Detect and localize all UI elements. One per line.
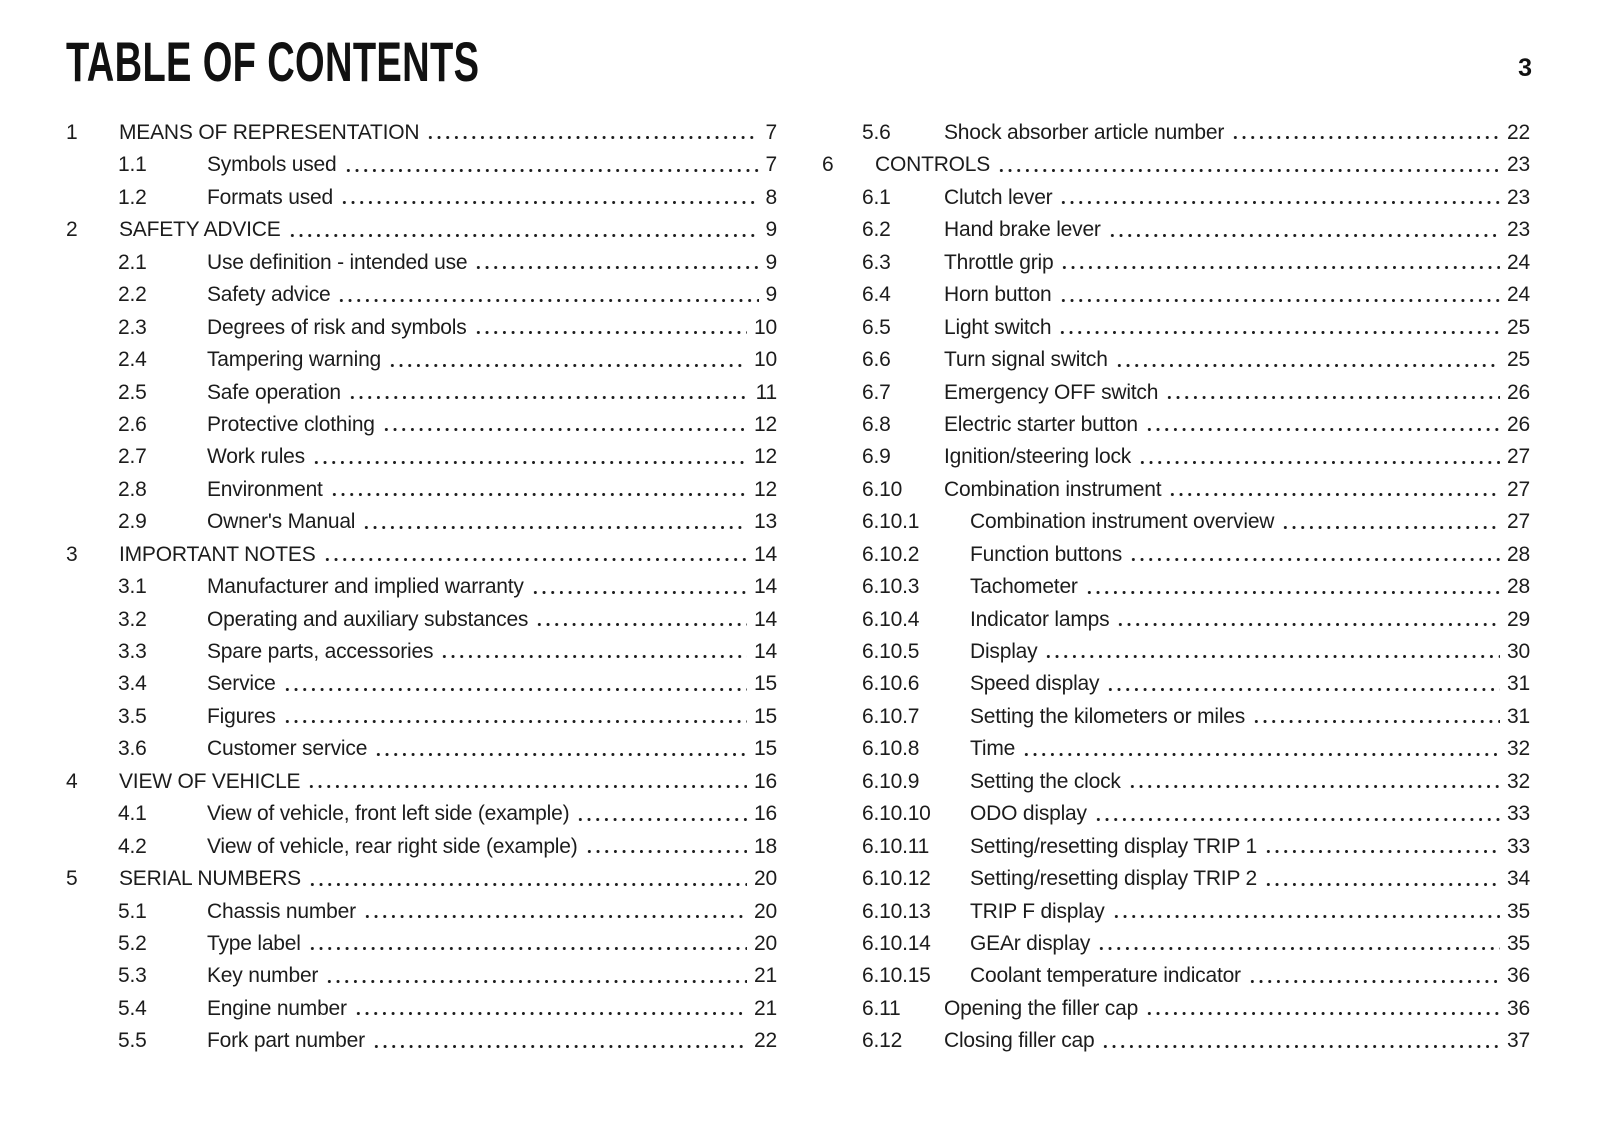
toc-entry-number: 3.2 (118, 607, 147, 631)
toc-dot-leader (1229, 117, 1500, 149)
toc-entry-page: 28 (1507, 575, 1530, 599)
toc-dot-leader (335, 279, 758, 311)
toc-entry-number: 6.10.6 (862, 672, 920, 696)
toc-entry-title: Spare parts, accessories (207, 640, 434, 663)
toc-entry-number: 2.5 (118, 380, 147, 404)
toc-dot-leader (1099, 1025, 1500, 1057)
toc-entry-title: ODO display (970, 802, 1087, 826)
toc-dot-leader (1110, 896, 1501, 928)
toc-entry-title: Chassis number (207, 899, 356, 923)
toc-entry-title: Turn signal switch (944, 348, 1108, 372)
toc-entry-page: 12 (754, 477, 777, 501)
toc-entry-page: 30 (1507, 640, 1530, 663)
toc-entry-page: 20 (754, 899, 777, 923)
toc-entry-page: 23 (1507, 218, 1530, 242)
toc-dot-leader (346, 377, 749, 409)
toc-entry (822, 668, 1530, 700)
toc-entry (822, 409, 1530, 441)
toc-entry-page: 28 (1507, 542, 1530, 566)
toc-dot-leader (583, 831, 747, 863)
toc-entry-page: 34 (1507, 867, 1530, 891)
toc-dot-leader (1126, 766, 1500, 798)
toc-dot-leader (1113, 344, 1500, 376)
toc-entry-page: 20 (754, 931, 777, 955)
toc-entry (66, 831, 777, 863)
toc-entry-title: Engine number (207, 996, 347, 1020)
toc-entry (822, 1025, 1530, 1057)
toc-entry (66, 279, 777, 311)
toc-entry (822, 344, 1530, 376)
toc-entry-number: 6.10.2 (862, 542, 920, 566)
toc-entry-number: 5 (66, 867, 78, 891)
toc-entry (822, 896, 1530, 928)
toc-dot-leader (1143, 409, 1500, 441)
toc-entry (822, 279, 1530, 311)
toc-entry-title: View of vehicle, rear right side (example) (207, 834, 578, 858)
toc-entry-title: Closing filler cap (944, 1029, 1095, 1053)
toc-dot-leader (1279, 506, 1500, 538)
toc-entry-title: Combination instrument (944, 477, 1162, 501)
toc-dot-leader (1095, 928, 1500, 960)
toc-entry-page: 22 (754, 1029, 777, 1053)
toc-entry-title: SAFETY ADVICE (119, 218, 281, 242)
toc-entry-number: 2.2 (118, 283, 147, 307)
toc-entry (66, 344, 777, 376)
toc-entry-number: 3 (66, 542, 78, 566)
toc-entry-page: 10 (754, 315, 777, 339)
toc-entry-title: Light switch (944, 315, 1052, 339)
toc-entry-number: 1 (66, 121, 78, 144)
toc-entry-page: 13 (754, 510, 777, 534)
toc-entry-page: 12 (754, 412, 777, 436)
toc-entry (822, 214, 1530, 246)
toc-entry-title: Operating and auxiliary substances (207, 607, 529, 631)
toc-entry-number: 6.10.9 (862, 769, 920, 793)
toc-dot-leader (529, 571, 747, 603)
toc-entry-page: 32 (1507, 769, 1530, 793)
toc-entry-page: 33 (1507, 802, 1530, 826)
toc-entry-page: 35 (1507, 899, 1530, 923)
toc-entry-number: 6 (822, 153, 834, 177)
toc-entry-title: Key number (207, 964, 319, 988)
toc-entry-page: 23 (1507, 153, 1530, 177)
toc-entry-number: 6.10.11 (862, 834, 930, 858)
toc-entry-page: 21 (754, 964, 777, 988)
toc-entry-page: 9 (765, 250, 777, 274)
toc-dot-leader (1246, 960, 1500, 992)
toc-entry-number: 6.10.4 (862, 607, 920, 631)
toc-entry (822, 701, 1530, 733)
toc-entry-number: 6.6 (862, 348, 891, 372)
toc-dot-leader (281, 668, 747, 700)
toc-entry-number: 2.8 (118, 477, 147, 501)
toc-entry (66, 149, 777, 181)
toc-entry (66, 506, 777, 538)
toc-entry (66, 636, 777, 668)
toc-entry-title: Tampering warning (207, 348, 382, 372)
toc-entry-page: 26 (1507, 380, 1530, 404)
toc-column-right (822, 117, 1530, 1058)
toc-entry-number: 6.2 (862, 218, 891, 242)
toc-entry (822, 539, 1530, 571)
toc-entry (822, 571, 1530, 603)
toc-entry-title: Setting the clock (970, 769, 1121, 793)
toc-entry-number: 1.2 (118, 185, 147, 209)
toc-entry-title: Symbols used (207, 153, 337, 177)
toc-entry (822, 149, 1530, 181)
toc-entry-number: 5.1 (118, 899, 147, 923)
toc-entry-page: 14 (754, 542, 777, 566)
toc-entry-page: 29 (1507, 607, 1530, 631)
toc-entry (822, 474, 1530, 506)
toc-entry (822, 182, 1530, 214)
toc-dot-leader (1114, 604, 1500, 636)
toc-entry-title: Horn button (944, 283, 1052, 307)
toc-entry-number: 6.10.12 (862, 867, 931, 891)
toc-entry (822, 766, 1530, 798)
toc-entry (66, 960, 777, 992)
toc-dot-leader (1042, 636, 1500, 668)
toc-entry-title: Figures (207, 704, 276, 728)
toc-entry-number: 2.3 (118, 315, 147, 339)
toc-entry-number: 6.10.7 (862, 704, 920, 728)
toc-entry-page: 9 (765, 283, 777, 307)
toc-dot-leader (1020, 733, 1500, 765)
toc-dot-leader (361, 896, 747, 928)
toc-dot-leader (1104, 668, 1500, 700)
toc-entry-title: Type label (207, 931, 301, 955)
toc-entry-page: 8 (765, 185, 777, 209)
toc-entry-page: 22 (1507, 121, 1530, 144)
toc-entry (822, 312, 1530, 344)
toc-dot-leader (1262, 863, 1500, 895)
toc-entry-title: Service (207, 672, 276, 696)
toc-entry (822, 377, 1530, 409)
toc-entry-number: 3.3 (118, 640, 147, 663)
toc-entry (822, 247, 1530, 279)
toc-entry-title: Time (970, 737, 1016, 761)
toc-entry-title: Indicator lamps (970, 607, 1110, 631)
toc-dot-leader (1166, 474, 1500, 506)
toc-entry-number: 5.4 (118, 996, 147, 1020)
toc-dot-leader (1058, 247, 1500, 279)
toc-entry-page: 15 (754, 737, 777, 761)
toc-entry-number: 2 (66, 218, 78, 242)
toc-entry-number: 5.5 (118, 1029, 147, 1053)
toc-entry (822, 506, 1530, 538)
toc-entry-number: 2.4 (118, 348, 147, 372)
toc-dot-leader (472, 312, 747, 344)
toc-entry-number: 2.9 (118, 510, 147, 534)
toc-entry (822, 993, 1530, 1025)
toc-column-left (66, 117, 777, 1058)
toc-entry-page: 35 (1507, 931, 1530, 955)
toc-entry-page: 27 (1507, 445, 1530, 469)
toc-entry-number: 6.10.3 (862, 575, 920, 599)
toc-entry (66, 928, 777, 960)
toc-entry-number: 6.11 (862, 996, 901, 1020)
toc-entry-page: 15 (754, 704, 777, 728)
toc-entry-title: MEANS OF REPRESENTATION (119, 121, 420, 144)
toc-entry-page: 25 (1507, 348, 1530, 372)
toc-dot-leader (372, 733, 747, 765)
toc-entry-number: 4.2 (118, 834, 147, 858)
toc-dot-leader (1057, 279, 1500, 311)
toc-dot-leader (1056, 312, 1500, 344)
toc-dot-leader (574, 798, 747, 830)
toc-entry-title: Hand brake lever (944, 218, 1101, 242)
toc-entry (822, 960, 1530, 992)
toc-entry-number: 6.4 (862, 283, 891, 307)
toc-entry-number: 4 (66, 769, 78, 793)
toc-entry (66, 377, 777, 409)
toc-entry (66, 1025, 777, 1057)
toc-entry-number: 6.10.15 (862, 964, 931, 988)
toc-entry-number: 5.3 (118, 964, 147, 988)
toc-dot-leader (360, 506, 747, 538)
toc-entry-page: 27 (1507, 510, 1530, 534)
toc-entry-number: 2.1 (118, 250, 147, 274)
toc-entry (822, 117, 1530, 149)
toc-entry-number: 3.6 (118, 737, 147, 761)
toc-entry (66, 798, 777, 830)
toc-entry (66, 993, 777, 1025)
toc-entry-page: 21 (754, 996, 777, 1020)
toc-dot-leader (352, 993, 747, 1025)
toc-entry-page: 15 (754, 672, 777, 696)
toc-dot-leader (995, 149, 1500, 181)
toc-entry-page: 10 (754, 348, 777, 372)
toc-entry-page: 33 (1507, 834, 1530, 858)
toc-entry-title: View of vehicle, front left side (example) (207, 802, 570, 826)
toc-entry-number: 6.10.13 (862, 899, 931, 923)
toc-entry (822, 441, 1530, 473)
toc-entry-title: Clutch lever (944, 185, 1053, 209)
toc-entry (66, 668, 777, 700)
toc-dot-leader (305, 766, 747, 798)
toc-dot-leader (438, 636, 747, 668)
toc-entry (66, 604, 777, 636)
toc-entry (66, 441, 777, 473)
toc-entry (822, 928, 1530, 960)
toc-entry-title: Electric starter button (944, 412, 1138, 436)
toc-dot-leader (533, 604, 747, 636)
toc-dot-leader (342, 149, 759, 181)
toc-entry-title: Function buttons (970, 542, 1123, 566)
toc-dot-leader (306, 863, 747, 895)
toc-dot-leader (386, 344, 747, 376)
toc-entry-number: 1.1 (118, 153, 147, 177)
toc-dot-leader (1106, 214, 1500, 246)
toc-entry-title: Fork part number (207, 1029, 365, 1053)
page-title: TABLE OF CONTENTS (66, 30, 480, 93)
toc-entry-title: Throttle grip (944, 250, 1054, 274)
toc-dot-leader (1127, 539, 1500, 571)
toc-entry (66, 701, 777, 733)
toc-entry-number: 6.9 (862, 445, 891, 469)
toc-dot-leader (310, 441, 747, 473)
toc-entry-title: Owner's Manual (207, 510, 356, 534)
toc-entry-number: 3.4 (118, 672, 147, 696)
toc-dot-leader (370, 1025, 747, 1057)
toc-entry-page: 36 (1507, 964, 1530, 988)
toc-entry (822, 863, 1530, 895)
toc-entry-title: GEAr display (970, 931, 1091, 955)
toc-entry-page: 11 (755, 380, 777, 404)
toc-entry (66, 214, 777, 246)
page-number: 3 (1518, 54, 1532, 82)
toc-entry-number: 5.6 (862, 121, 891, 144)
toc-dot-leader (1083, 571, 1500, 603)
toc-entry (66, 474, 777, 506)
toc-entry-page: 24 (1507, 250, 1530, 274)
toc-entry (66, 409, 777, 441)
toc-entry-number: 5.2 (118, 931, 147, 955)
toc-entry-page: 27 (1507, 477, 1530, 501)
toc-entry-title: VIEW OF VEHICLE (119, 769, 301, 793)
toc-entry-title: Environment (207, 477, 323, 501)
toc-dot-leader (1262, 831, 1500, 863)
toc-entry-title: CONTROLS (875, 153, 991, 177)
toc-entry (822, 798, 1530, 830)
toc-entry-page: 18 (754, 834, 777, 858)
toc-dot-leader (306, 928, 747, 960)
toc-dot-leader (281, 701, 747, 733)
toc-dot-leader (1143, 993, 1500, 1025)
toc-entry-title: Formats used (207, 185, 333, 209)
toc-entry-title: Opening the filler cap (944, 996, 1139, 1020)
toc-entry-title: Tachometer (970, 575, 1078, 599)
toc-dot-leader (1057, 182, 1500, 214)
toc-entry (822, 636, 1530, 668)
toc-entry-page: 16 (754, 769, 777, 793)
toc-entry-page: 25 (1507, 315, 1530, 339)
toc-entry-title: Manufacturer and implied warranty (207, 575, 524, 599)
toc-entry-number: 2.7 (118, 445, 147, 469)
toc-entry (66, 539, 777, 571)
toc-entry-title: SERIAL NUMBERS (119, 867, 301, 891)
toc-entry-title: Customer service (207, 737, 368, 761)
toc-entry-title: Setting/resetting display TRIP 1 (970, 834, 1257, 858)
toc-entry-number: 2.6 (118, 412, 147, 436)
toc-entry-title: IMPORTANT NOTES (119, 542, 316, 566)
toc-entry-page: 31 (1507, 704, 1530, 728)
toc-entry (66, 182, 777, 214)
toc-entry-number: 3.5 (118, 704, 147, 728)
toc-entry-title: Ignition/steering lock (944, 445, 1132, 469)
toc-entry-title: Setting the kilometers or miles (970, 704, 1246, 728)
toc-dot-leader (1136, 441, 1500, 473)
toc-entry-page: 32 (1507, 737, 1530, 761)
toc-entry-title: Protective clothing (207, 412, 375, 436)
toc-dot-leader (1092, 798, 1500, 830)
toc-dot-leader (424, 117, 758, 149)
toc-entry-page: 14 (754, 575, 777, 599)
toc-entry-number: 6.7 (862, 380, 891, 404)
toc-entry (66, 766, 777, 798)
toc-entry-title: Shock absorber article number (944, 121, 1225, 144)
toc-entry-title: Use definition - intended use (207, 250, 468, 274)
toc-entry-number: 6.12 (862, 1029, 903, 1053)
toc-entry-page: 26 (1507, 412, 1530, 436)
toc-entry-page: 16 (754, 802, 777, 826)
toc-dot-leader (1163, 377, 1500, 409)
toc-entry-title: Speed display (970, 672, 1100, 696)
toc-entry-number: 6.10.8 (862, 737, 920, 761)
toc-entry-title: Combination instrument overview (970, 510, 1275, 534)
toc-entry-number: 6.10.5 (862, 640, 920, 663)
toc-dot-leader (472, 247, 758, 279)
toc-entry-title: Degrees of risk and symbols (207, 315, 467, 339)
toc-entry-title: Setting/resetting display TRIP 2 (970, 867, 1257, 891)
toc-entry-page: 7 (765, 153, 777, 177)
toc-entry-title: Work rules (207, 445, 305, 469)
toc-dot-leader (286, 214, 759, 246)
toc-entry (66, 117, 777, 149)
toc-entry (66, 896, 777, 928)
toc-entry-number: 6.10 (862, 477, 903, 501)
toc-dot-leader (323, 960, 747, 992)
toc-dot-leader (1250, 701, 1500, 733)
toc-entry (66, 863, 777, 895)
toc-entry-number: 3.1 (118, 575, 147, 599)
toc-dot-leader (338, 182, 759, 214)
toc-dot-leader (328, 474, 747, 506)
toc-entry-title: Display (970, 640, 1038, 663)
toc-entry-number: 6.10.10 (862, 802, 931, 826)
toc-entry-title: Coolant temperature indicator (970, 964, 1241, 988)
toc-entry-title: Safety advice (207, 283, 331, 307)
toc-entry-title: TRIP F display (970, 899, 1105, 923)
toc-entry-number: 6.3 (862, 250, 891, 274)
toc-entry-page: 37 (1507, 1029, 1530, 1053)
toc-entry-page: 9 (765, 218, 777, 242)
toc-entry (822, 831, 1530, 863)
toc-entry-number: 6.8 (862, 412, 891, 436)
toc-entry (822, 733, 1530, 765)
toc-entry-page: 20 (754, 867, 777, 891)
toc-entry-page: 14 (754, 607, 777, 631)
toc-entry-page: 36 (1507, 996, 1530, 1020)
toc-entry-number: 6.1 (862, 185, 891, 209)
toc-dot-leader (380, 409, 747, 441)
toc-entry-page: 14 (754, 640, 777, 663)
toc-entry-number: 6.10.14 (862, 931, 931, 955)
toc-entry-page: 23 (1507, 185, 1530, 209)
toc-entry-number: 4.1 (118, 802, 147, 826)
toc-entry (66, 312, 777, 344)
toc-entry (66, 571, 777, 603)
toc-entry-page: 31 (1507, 672, 1530, 696)
toc-entry (822, 604, 1530, 636)
toc-entry (66, 733, 777, 765)
toc-entry-title: Safe operation (207, 380, 341, 404)
toc-entry-page: 7 (765, 121, 777, 144)
toc-entry-page: 12 (754, 445, 777, 469)
toc-entry-number: 6.10.1 (862, 510, 920, 534)
toc-dot-leader (321, 539, 748, 571)
toc-entry (66, 247, 777, 279)
toc-entry-title: Emergency OFF switch (944, 380, 1159, 404)
toc-entry-number: 6.5 (862, 315, 891, 339)
toc-entry-page: 24 (1507, 283, 1530, 307)
